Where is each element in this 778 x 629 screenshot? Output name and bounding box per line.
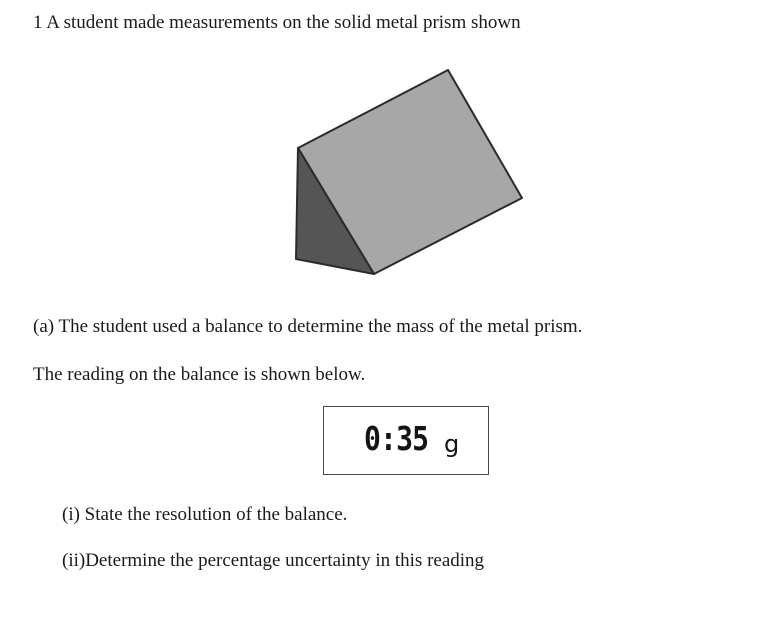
- balance-reading: 0:35: [364, 419, 429, 458]
- balance-display: [323, 406, 489, 475]
- sub-question-ii: (ii)Determine the percentage uncertainty in this reading: [62, 550, 485, 571]
- prism-figure: [290, 62, 530, 278]
- sub-question-i: (i) State the resolution of the balance.: [62, 504, 348, 525]
- question-title: 1 A student made measurements on the solid metal prism shown: [33, 12, 521, 33]
- reading-intro-text: The reading on the balance is shown below.: [33, 364, 366, 385]
- balance-unit: g: [444, 430, 460, 458]
- part-a-text: (a) The student used a balance to determine the mass of the metal prism.: [33, 316, 583, 337]
